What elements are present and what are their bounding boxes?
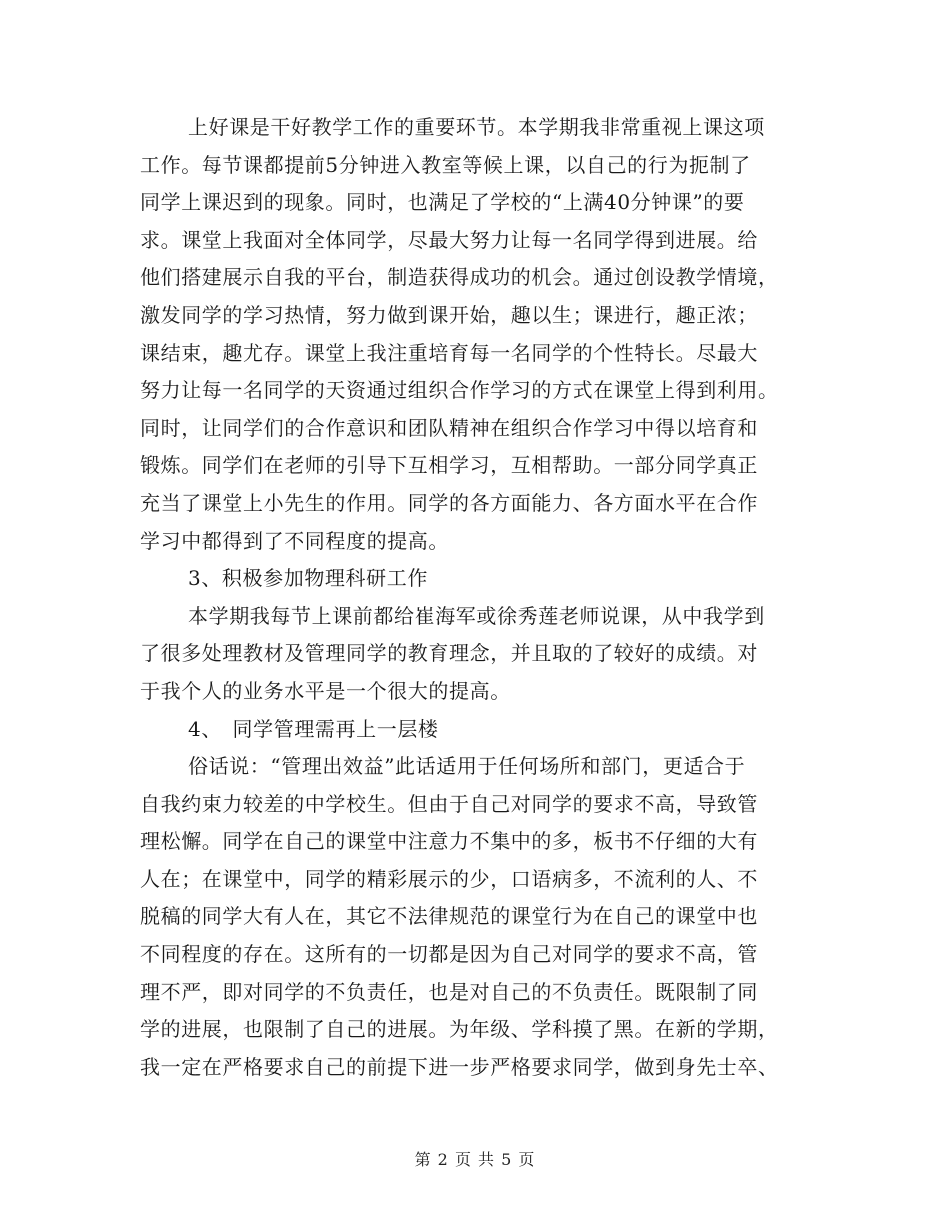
paragraph-line: 自我约束力较差的中学校生。但由于自己对同学的要求不高，导致管: [140, 791, 758, 816]
paragraph-line: 我一定在严格要求自己的前提下进一步严格要求同学，做到身先士卒、: [140, 1054, 779, 1079]
paragraph-line: 不同程度的存在。这所有的一切都是因为自己对同学的要求不高，管: [140, 942, 758, 967]
paragraph-line: 同学上课迟到的现象。同时，也满足了学校的“上满40分钟课”的要: [140, 190, 745, 215]
paragraph-line: 他们搭建展示自我的平台，制造获得成功的机会。通过创设教学情境，: [140, 265, 779, 290]
section-heading: 4、 同学管理需再上一层楼: [188, 716, 439, 741]
paragraph-line: 课结束，趣尤存。课堂上我注重培育每一名同学的个性特长。尽最大: [140, 340, 758, 365]
section-heading: 3、积极参加物理科研工作: [188, 566, 428, 591]
page-number-footer: 第 2 页 共 5 页: [414, 1150, 536, 1169]
paragraph-line: 理松懈。同学在自己的课堂中注意力不集中的多，板书不仔细的大有: [140, 829, 758, 854]
paragraph-line: 俗话说：“管理出效益”此话适用于任何场所和部门，更适合于: [188, 754, 746, 779]
paragraph-line: 了很多处理教材及管理同学的教育理念，并且取的了较好的成绩。对: [140, 641, 758, 666]
paragraph-line: 工作。每节课都提前5分钟进入教室等候上课，以自己的行为扼制了: [140, 152, 751, 177]
paragraph-line: 人在；在课堂中，同学的精彩展示的少，口语病多，不流利的人、不: [140, 866, 758, 891]
paragraph-line: 激发同学的学习热情，努力做到课开始，趣以生；课进行，趣正浓；: [140, 302, 758, 327]
paragraph-line: 于我个人的业务水平是一个很大的提高。: [140, 678, 511, 703]
paragraph-line: 锻炼。同学们在老师的引导下互相学习，互相帮助。一部分同学真正: [140, 453, 758, 478]
document-body: [140, 109, 812, 1086]
paragraph-line: 本学期我每节上课前都给崔海军或徐秀莲老师说课，从中我学到: [188, 603, 765, 628]
paragraph-line: 学的进展，也限制了自己的进展。为年级、学科摸了黑。在新的学期，: [140, 1017, 779, 1042]
paragraph-line: 求。课堂上我面对全体同学，尽最大努力让每一名同学得到进展。给: [140, 227, 758, 252]
paragraph-line: 努力让每一名同学的天资通过组织合作学习的方式在课堂上得到利用。: [140, 378, 779, 403]
paragraph-line: 学习中都得到了不同程度的提高。: [140, 528, 449, 553]
paragraph-line: 充当了课堂上小先生的作用。同学的各方面能力、各方面水平在合作: [140, 490, 758, 515]
paragraph-line: 同时，让同学们的合作意识和团队精神在组织合作学习中得以培育和: [140, 415, 758, 440]
paragraph-line: 上好课是干好教学工作的重要环节。本学期我非常重视上课这项: [188, 115, 765, 139]
paragraph-line: 脱稿的同学大有人在，其它不法律规范的课堂行为在自己的课堂中也: [140, 904, 758, 929]
paragraph-line: 理不严，即对同学的不负责任，也是对自己的不负责任。既限制了同: [140, 979, 758, 1004]
